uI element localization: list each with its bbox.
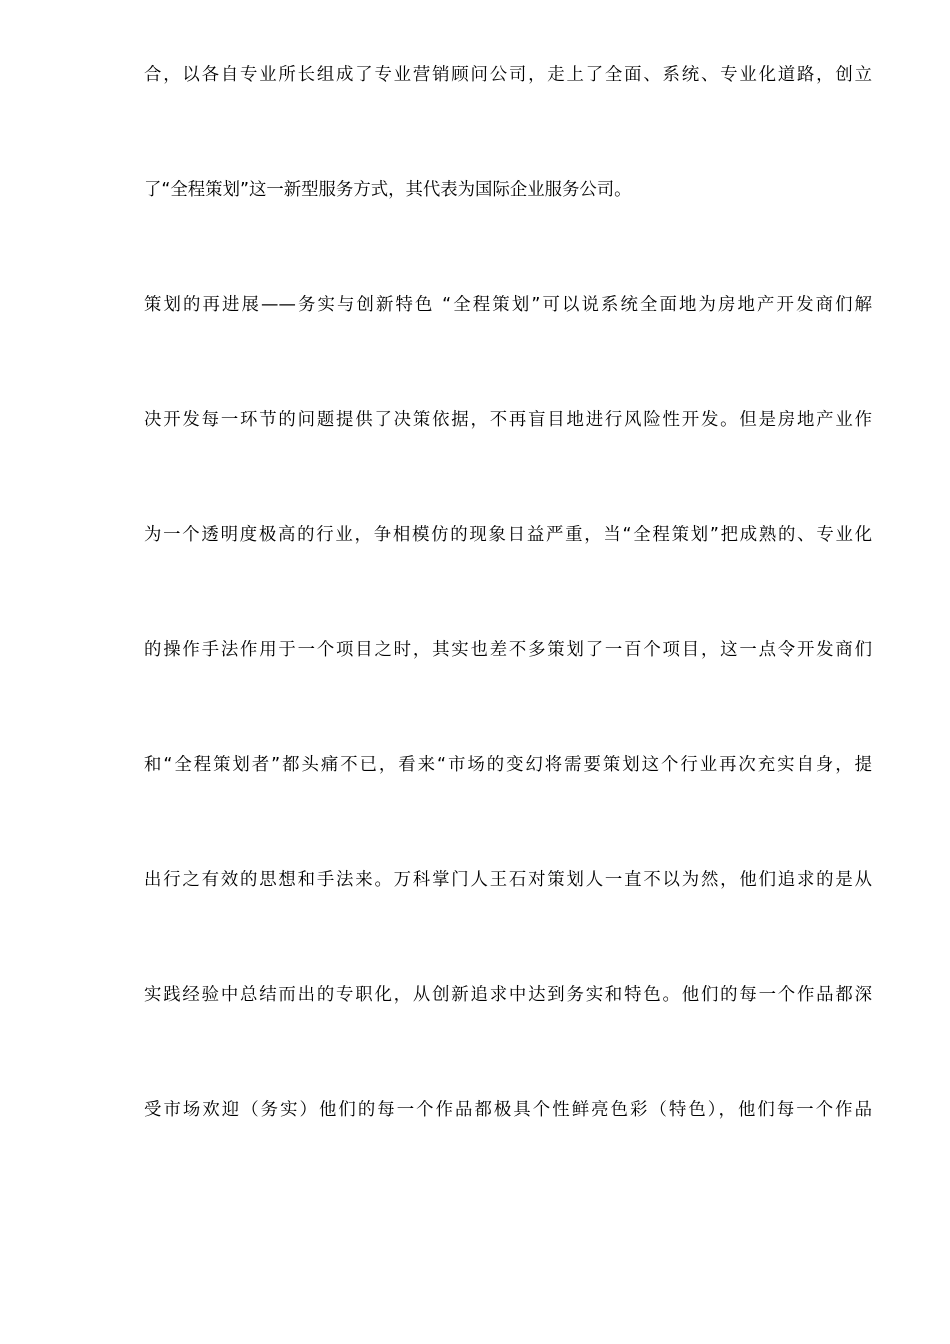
text-line-8: 出行之有效的思想和手法来。万科掌门人王石对策划人一直不以为然，他们追求的是从 — [144, 870, 872, 890]
text-line-6: 的操作手法作用于一个项目之时，其实也差不多策划了一百个项目，这一点令开发商们 — [144, 640, 872, 660]
text-line-2: 了“全程策划”这一新型服务方式，其代表为国际企业服务公司。 — [144, 180, 632, 200]
text-line-4: 决开发每一环节的问题提供了决策依据，不再盲目地进行风险性开发。但是房地产业作 — [144, 410, 872, 430]
text-line-7: 和“全程策划者”都头痛不已，看来“市场的变幻将需要策划这个行业再次充实自身，提 — [144, 755, 872, 775]
text-line-3: 策划的再进展——务实与创新特色 “全程策划”可以说系统全面地为房地产开发商们解 — [144, 295, 872, 315]
text-line-1: 合，以各自专业所长组成了专业营销顾问公司，走上了全面、系统、专业化道路，创立 — [144, 65, 872, 85]
text-line-5: 为一个透明度极高的行业，争相模仿的现象日益严重，当“全程策划”把成熟的、专业化 — [144, 525, 872, 545]
text-line-10: 受市场欢迎（务实）他们的每一个作品都极具个性鲜亮色彩（特色），他们每一个作品 — [144, 1100, 872, 1120]
body-text — [144, 56, 872, 1206]
text-line-9: 实践经验中总结而出的专职化，从创新追求中达到务实和特色。他们的每一个作品都深 — [144, 985, 872, 1005]
